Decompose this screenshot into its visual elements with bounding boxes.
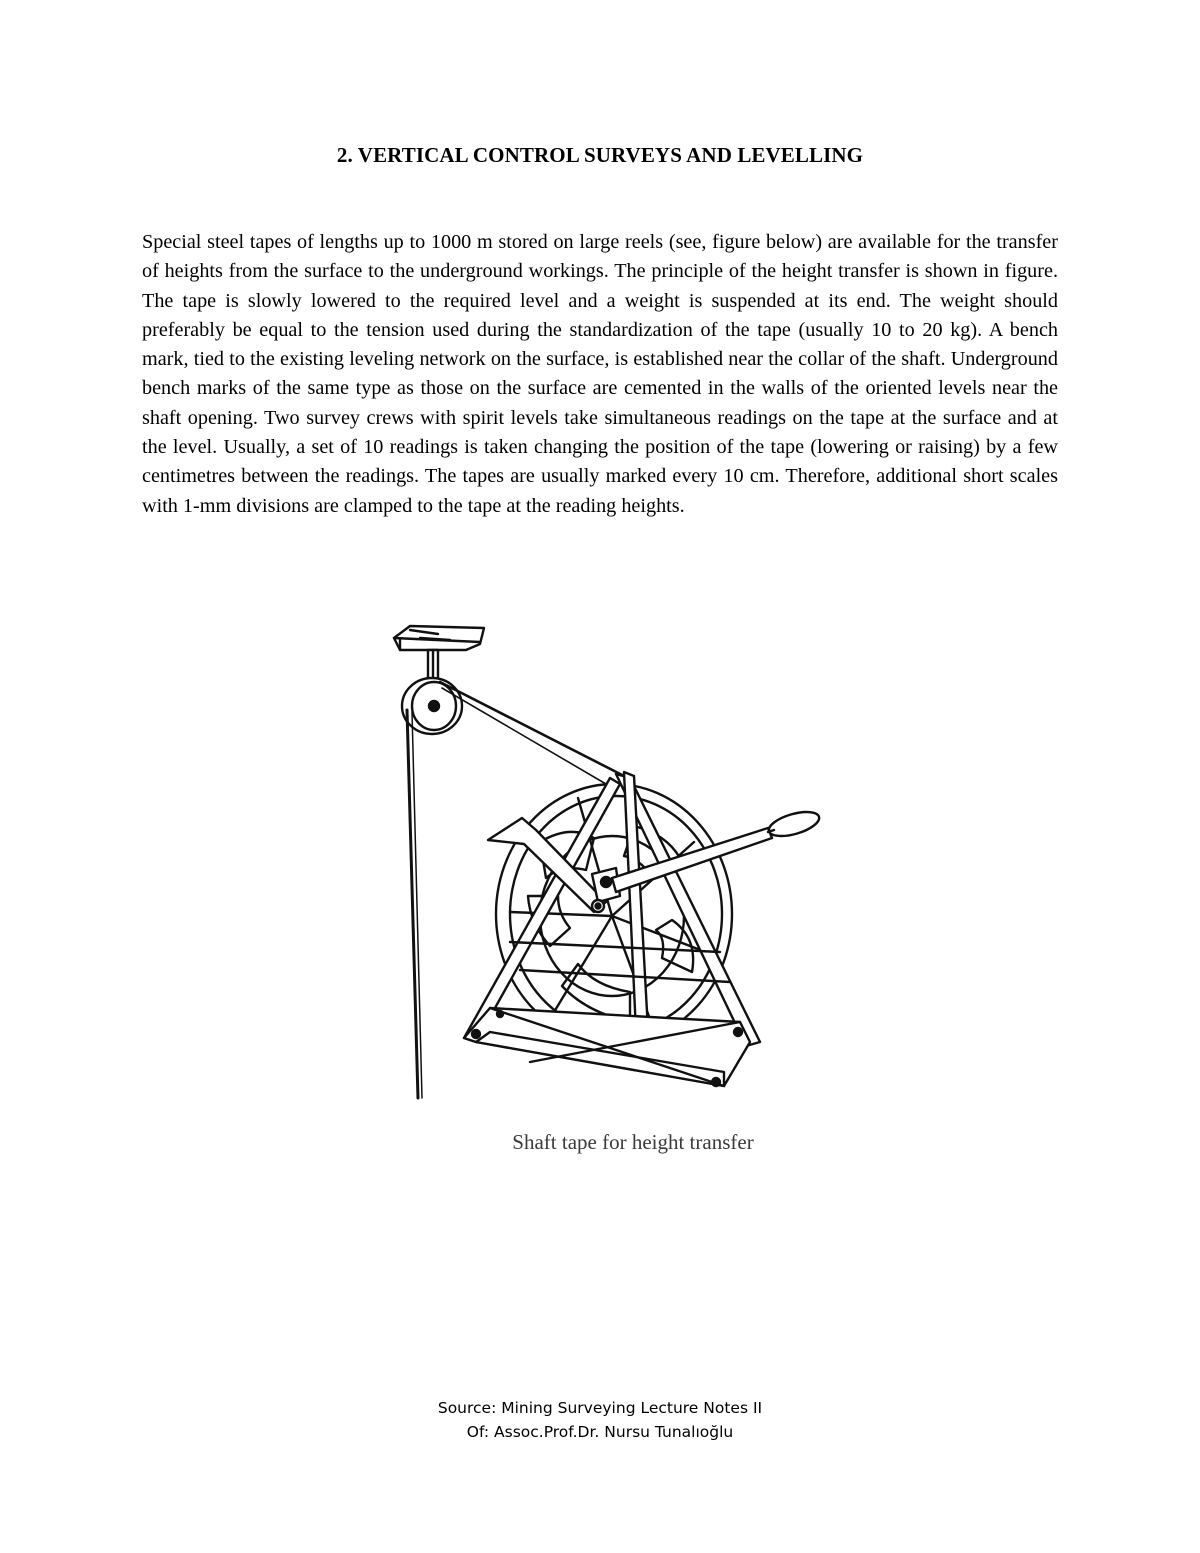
source-footer [0, 1396, 1200, 1444]
shaft-tape-figure [380, 612, 840, 1112]
shaft-tape-reel-illustration [380, 612, 840, 1112]
figure-caption: Shaft tape for height transfer [512, 1130, 754, 1154]
body-paragraph: Special steel tapes of lengths up to 1000 m stored on large reels (see, figure below) are available for the transfer of heights from the surface to the underground workings. The principle of the height transfer is shown in figure. The tape is slowly lowered to the required level and a weight is suspended at its end. The weight should preferably be equal to the tension used during the standardization of the tape (usually 10 to 20 kg). A bench mark, tied to the existing leveling network on the surface, is established near the collar of the shaft. Underground bench marks of the same type as those on the surface are cemented in the walls of the oriented levels near the shaft opening. Two survey crews with spirit levels take simultaneous readings on the tape at the surface and at the level. Usually, a set of 10 readings is taken changing the position of the tape (lowering or raising) by a few centimetres between the readings. The tapes are usually marked every 10 cm. Therefore, additional short scales with 1-mm divisions are clamped to the tape at the reading heights. [142, 231, 1058, 517]
footer-author-line: Of: Assoc.Prof.Dr. Nursu Tunalıoğlu [466, 1423, 734, 1441]
page-title: 2. VERTICAL CONTROL SURVEYS AND LEVELLING [336, 143, 864, 167]
footer-source-line: Source: Mining Surveying Lecture Notes II [437, 1399, 763, 1417]
